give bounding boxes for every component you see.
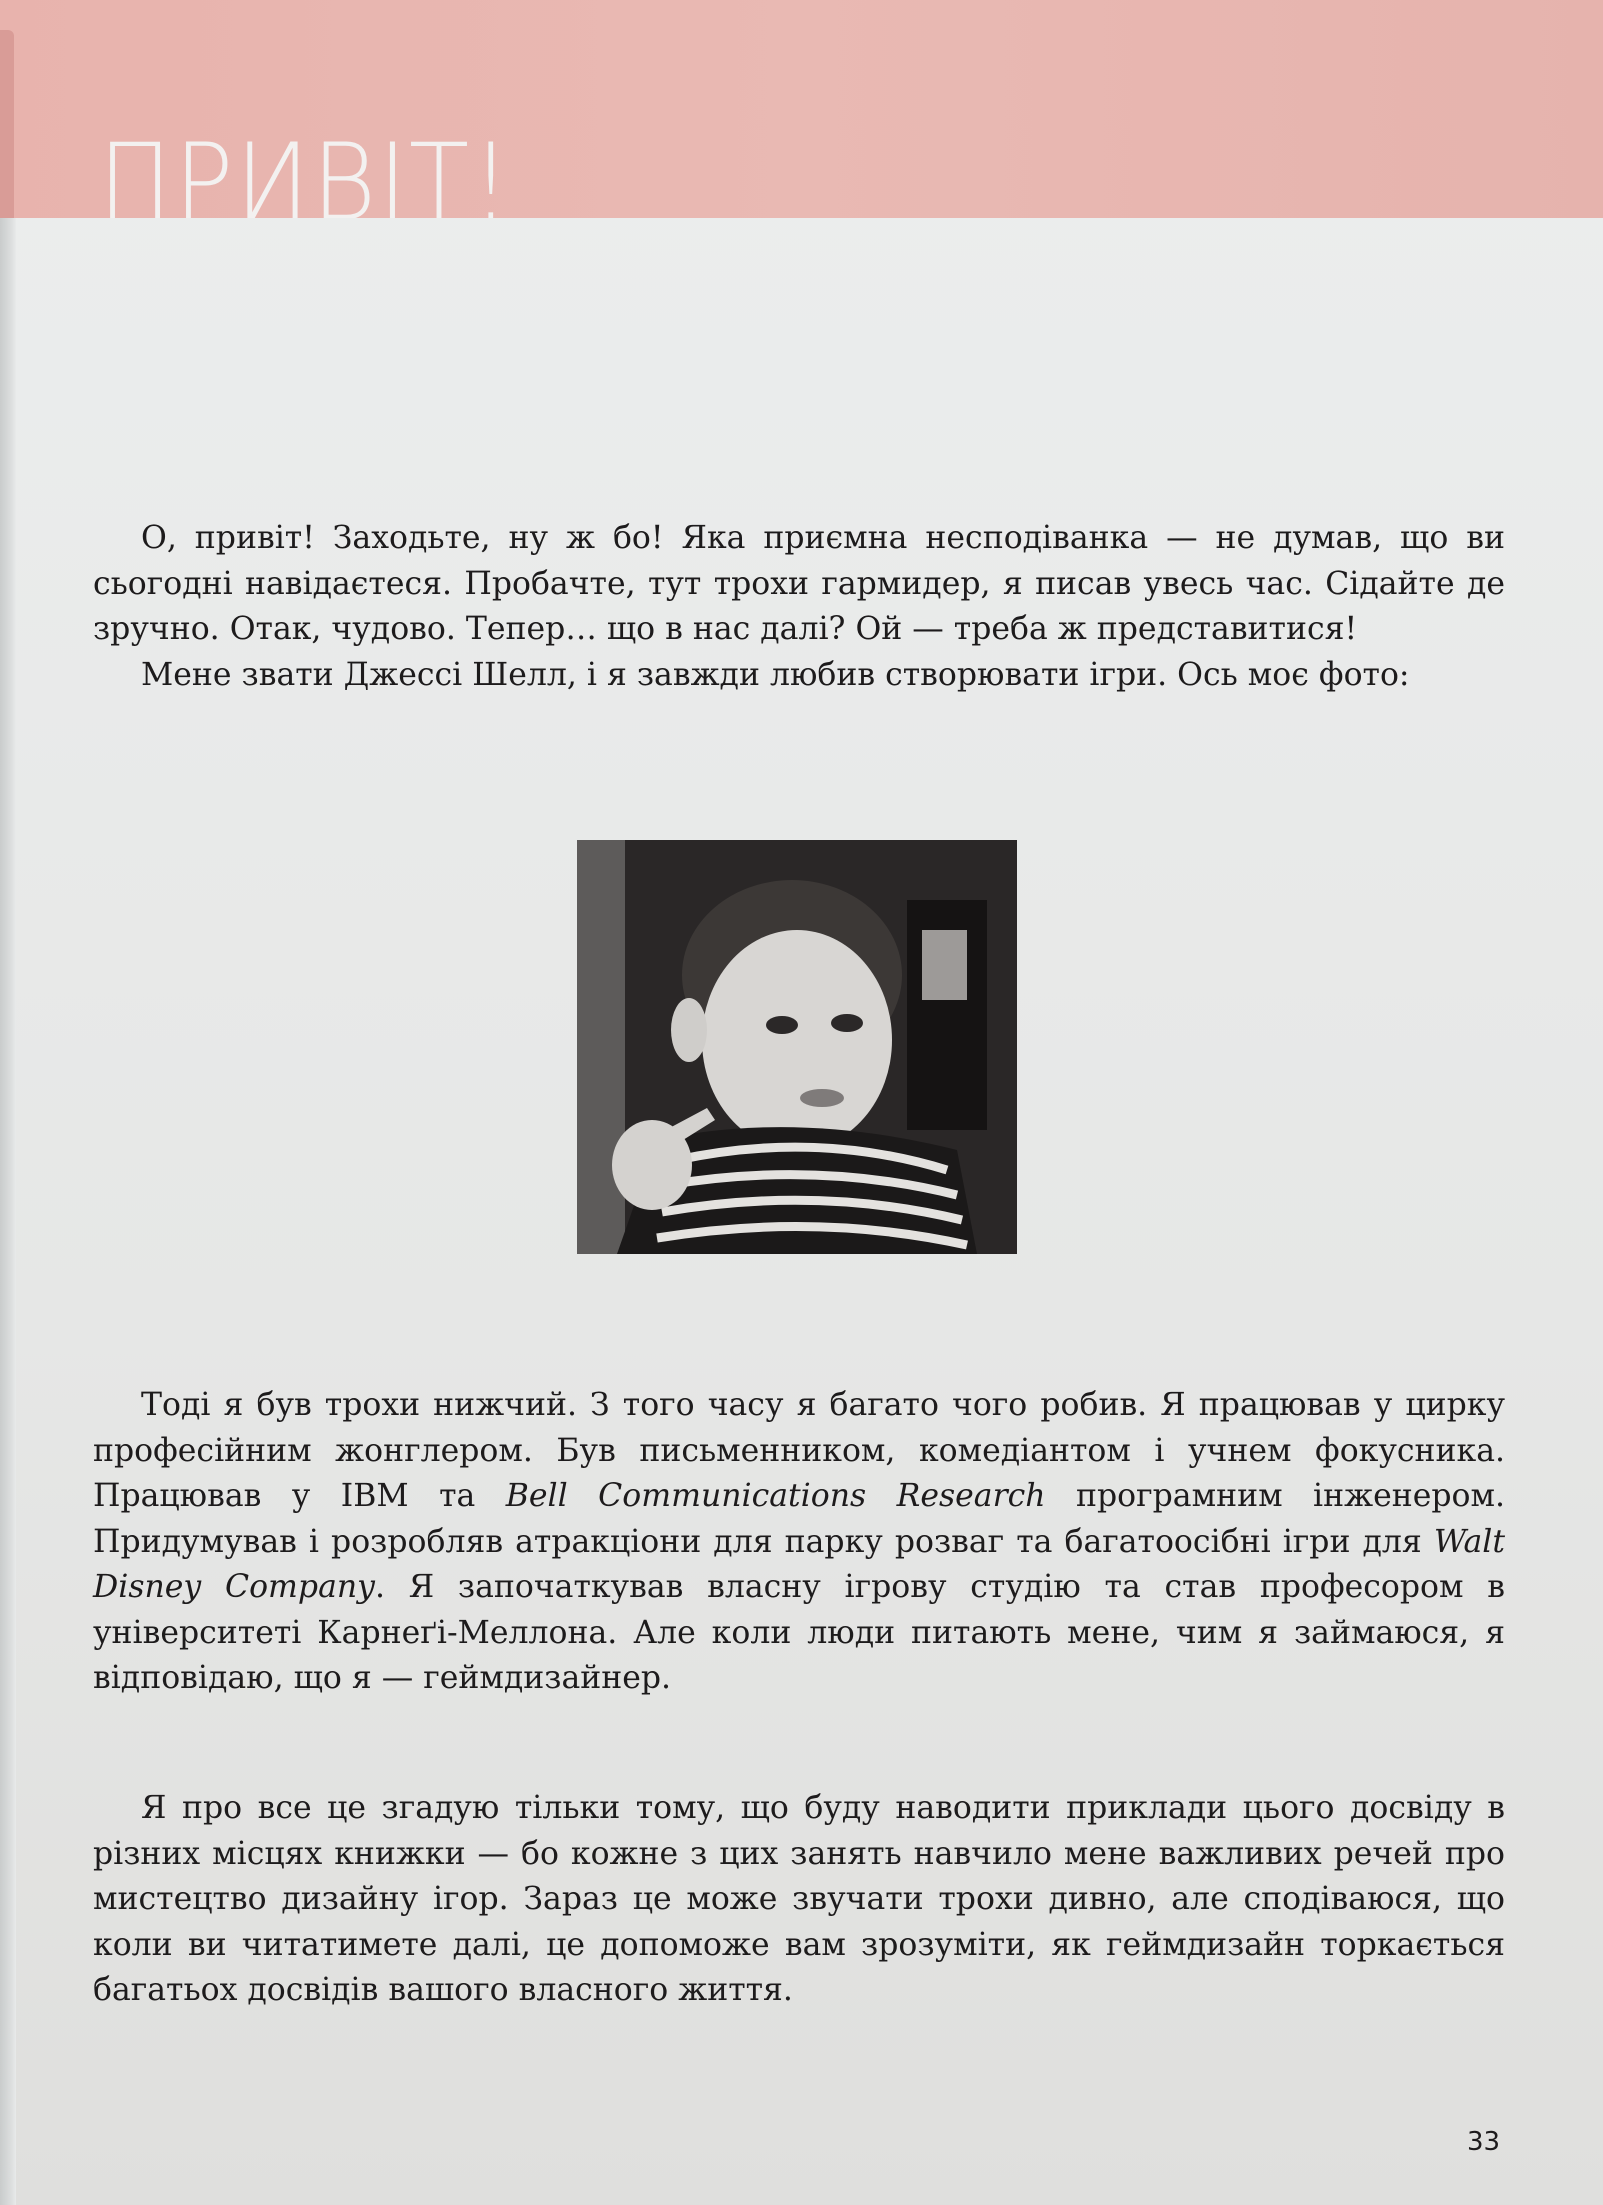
career-paragraph <box>93 1383 1505 1702</box>
photo-illustration <box>577 840 1017 1254</box>
career-text-3: . Я започаткував власну ігрову студію та став професором в університеті Карнеґі-Меллона. Але коли люди питають мене, чим я займаюся, я відповідаю, що я — геймдизайнер. <box>93 1569 1505 1696</box>
purpose-paragraph <box>93 1786 1505 2014</box>
paragraph-greeting: О, привіт! Заходьте, ну ж бо! Яка приємна несподіванка — не думав, що ви сьогодні навідаєтеся. Пробачте, тут трохи гармидер, я писав увесь час. Сідайте де зручно. Отак, чудово. Тепер… що в нас далі? Ой — треба ж представитися! <box>93 520 1505 647</box>
career-text-1: Тоді я був трохи нижчий. З того часу я багато чого робив. Я працював у цирку професійним жонглером. Був письменником, комедіантом і учнем фокусника. Працював у IBM та <box>93 1387 1505 1514</box>
career-text-2: програмним інженером. Придумував і розробляв атракціони для парку розваг та багатоосібні ігри для <box>93 1478 1506 1560</box>
company-name-disney: Walt Disney Company <box>93 1523 1505 1605</box>
company-name-bellcore: Bell Communications Research <box>505 1478 1046 1514</box>
chapter-title-wrap <box>98 130 544 218</box>
intro-text <box>93 516 1505 698</box>
paragraph-career <box>93 1383 1505 1702</box>
chapter-title: ПРИВІТ! <box>98 130 513 218</box>
page-gutter-edge <box>0 0 16 2205</box>
page-number: 33 <box>1467 2127 1501 2157</box>
author-childhood-photo <box>577 840 1017 1254</box>
paragraph-introduction: Мене звати Джессі Шелл, і я завжди любив створювати ігри. Ось моє фото: <box>141 656 1410 693</box>
binding-edge <box>0 30 14 218</box>
paragraph-purpose: Я про все це згадую тільки тому, що буду наводити приклади цього досвіду в різних місцях книжки — бо кожне з цих занять навчило мене важливих речей про мистецтво дизайну ігор. Зараз це може звучати трохи дивно, але сподіваюся, що коли ви читатимете далі, це допоможе вам зрозуміти, як геймдизайн торкається багатьох досвідів вашого власного життя. <box>93 1790 1505 2008</box>
